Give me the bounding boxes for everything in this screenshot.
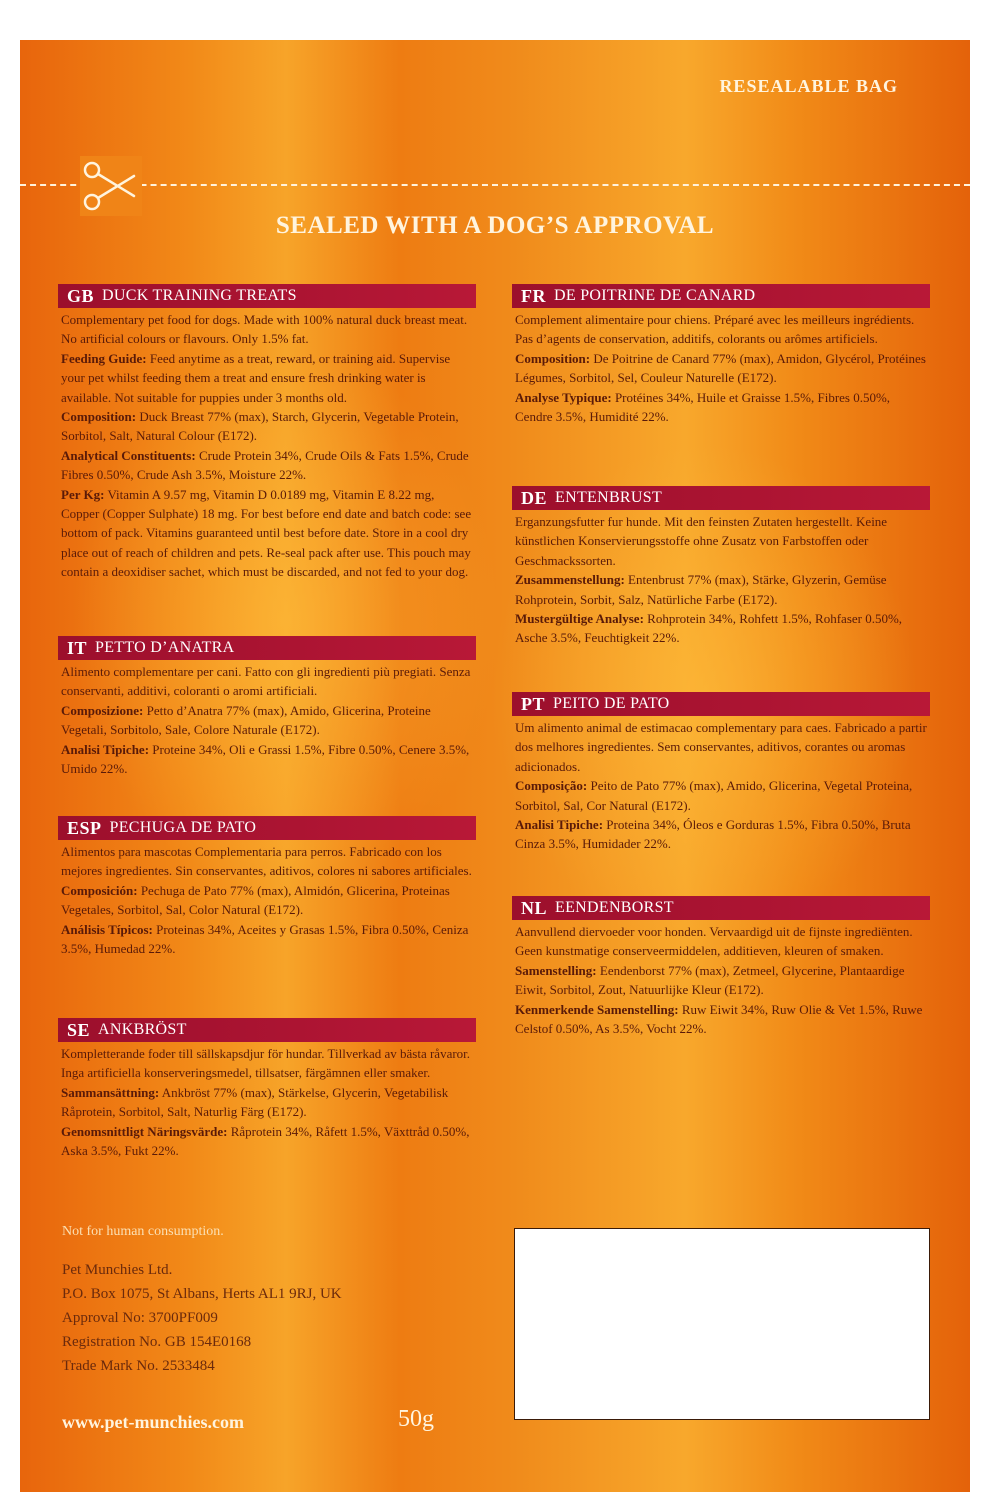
analysis-text: Proteinas 34%, Aceites y Grasas 1.5%, Fibra 0.50%, Ceniza 3.5%, Humedad 22%. xyxy=(61,921,469,957)
analysis-text: Råprotein 34%, Råfett 1.5%, Växttråd 0.50%, Aska 3.5%, Fukt 22%. xyxy=(61,1123,470,1159)
analysis xyxy=(61,740,474,779)
analysis xyxy=(515,1000,928,1039)
composition xyxy=(61,1083,474,1122)
analytical-label: Analytical Constituents: xyxy=(61,447,196,463)
section-body xyxy=(58,840,476,958)
section-header xyxy=(58,816,476,840)
composition xyxy=(61,881,474,920)
section-title: ANKBRÖST xyxy=(98,1021,187,1038)
approval-number: Approval No: 3700PF009 xyxy=(62,1310,218,1326)
section-title: PEITO DE PATO xyxy=(553,695,670,712)
section-esp xyxy=(58,816,476,958)
composition-label: Composição: xyxy=(515,778,588,794)
analysis-text: Ruw Eiwit 34%, Ruw Olie & Vet 1.5%, Ruwe Celstof 0.50%, As 3.5%, Vocht 22%. xyxy=(515,1001,923,1037)
analysis xyxy=(515,609,928,648)
section-header xyxy=(58,284,476,308)
per-kg xyxy=(61,485,474,582)
language-code: ESP xyxy=(67,818,102,838)
language-code: GB xyxy=(67,286,95,306)
language-code: DE xyxy=(521,488,548,508)
feeding-guide xyxy=(61,349,474,407)
resealable-label: RESEALABLE BAG xyxy=(719,76,898,96)
analysis-text: Rohprotein 34%, Rohfett 1.5%, Rohfaser 0.50%, Asche 3.5%, Feuchtigkeit 22%. xyxy=(515,611,903,646)
composition-text: Ankbröst 77% (max), Stärkelse, Glycerin, Vegetabilisk Råprotein, Sorbitol, Salt, Naturlig Färg (E172). xyxy=(61,1084,449,1120)
analysis-label: Analyse Typique: xyxy=(515,389,612,405)
intro-text: Kompletterande foder till sällskapsdjur för hundar. Tillverkad av bästa råvaror. Inga artificiella konserveringsmedel, tillsatser, färgämnen eller smaker. xyxy=(61,1046,471,1081)
batch-code-box xyxy=(514,1228,930,1420)
language-code: PT xyxy=(521,694,546,714)
analysis-label: Kenmerkende Samenstelling: xyxy=(515,1001,679,1017)
section-nl xyxy=(512,896,930,1038)
not-for-human-consumption: Not for human consumption. xyxy=(62,1224,224,1239)
section-title: EENDENBORST xyxy=(555,899,674,916)
section-title: PECHUGA DE PATO xyxy=(109,819,257,836)
intro-text: Erganzungsfutter fur hunde. Mit den feinsten Zutaten hergestellt. Keine künstlichen Konservierungsstoffe ohne Zusatz von Farbstoffen oder Geschmackssorten. xyxy=(515,514,888,568)
composition-text: Petto d’Anatra 77% (max), Amido, Glicerina, Proteine Vegetali, Sorbitolo, Sale, Colore Naturale (E172). xyxy=(61,702,431,738)
section-body xyxy=(512,716,930,854)
section-body xyxy=(512,510,930,648)
section-body xyxy=(58,308,476,582)
composition-label: Composition: xyxy=(515,350,591,366)
tagline: SEALED WITH A DOG’S APPROVAL xyxy=(275,212,715,239)
analysis-label: Analisi Tipiche: xyxy=(61,741,150,757)
composition-text: Peito de Pato 77% (max), Amido, Glicerina, Vegetal Proteina, Sorbitol, Sal, Cor Natural (E172). xyxy=(515,778,913,813)
section-header xyxy=(512,486,930,510)
composition-label: Composizione: xyxy=(61,702,144,718)
composition-text: Eendenborst 77% (max), Zetmeel, Glycerine, Plantaardige Eiwit, Sorbitol, Zout, Natuurlijke Kleur (E172). xyxy=(515,962,905,998)
perkg-label: Per Kg: xyxy=(61,486,105,502)
language-code: NL xyxy=(521,898,548,918)
composition-label: Zusammenstellung: xyxy=(515,572,625,588)
composition xyxy=(515,961,928,1000)
analytical-constituents xyxy=(61,446,474,485)
analysis-label: Analisi Tipiche: xyxy=(515,817,604,833)
section-header xyxy=(512,284,930,308)
scissors-icon xyxy=(80,156,142,216)
analysis-label: Análisis Típicos: xyxy=(61,921,153,937)
section-header xyxy=(512,692,930,716)
analytical-text: Crude Protein 34%, Crude Oils & Fats 1.5%, Crude Fibres 0.50%, Crude Ash 3.5%, Moisture 22%. xyxy=(61,447,469,483)
registration-number: Registration No. GB 154E0168 xyxy=(62,1334,252,1350)
net-weight: 50g xyxy=(398,1406,434,1432)
analysis-label: Mustergültige Analyse: xyxy=(515,611,644,627)
feeding-text: Feed anytime as a treat, reward, or training aid. Supervise your pet whilst feeding them a treat and ensure fresh drinking water is available. Not suitable for puppies under 3 months old. xyxy=(61,350,451,405)
composition-text: Pechuga de Pato 77% (max), Almidón, Glicerina, Proteinas Vegetales, Sorbitol, Sal, Color Natural (E172). xyxy=(61,882,450,918)
intro-text: Alimentos para mascotas Complementaria para perros. Fabricado con los mejores ingredientes. Sin conservantes, aditivos, colores ni sabores artificiales. xyxy=(61,844,472,879)
composition-text: Entenbrust 77% (max), Stärke, Glyzerin, Gemüse Rohprotein, Sorbit, Salz, Natürliche Farbe (E172). xyxy=(515,572,887,607)
analysis-text: Proteina 34%, Óleos e Gorduras 1.5%, Fibra 0.50%, Bruta Cinza 3.5%, Humidader 22%. xyxy=(515,817,911,852)
section-title: DE POITRINE DE CANARD xyxy=(554,287,756,304)
analysis xyxy=(515,388,928,427)
website: www.pet-munchies.com xyxy=(62,1412,244,1432)
section-body xyxy=(512,308,930,426)
analysis-text: Proteine 34%, Oli e Grassi 1.5%, Fibre 0.50%, Cenere 3.5%, Umido 22%. xyxy=(61,741,470,777)
analysis-text: Protéines 34%, Huile et Graisse 1.5%, Fibres 0.50%, Cendre 3.5%, Humidité 22%. xyxy=(515,389,891,425)
section-de xyxy=(512,486,930,648)
analysis xyxy=(61,1122,474,1161)
intro-text: Complement alimentaire pour chiens. Préparé avec les meilleurs ingrédients. Pas d’agents de conservation, additifs, colorants ou arômes artificiels. xyxy=(515,312,915,347)
section-header xyxy=(512,896,930,920)
company-address: P.O. Box 1075, St Albans, Herts AL1 9RJ, UK xyxy=(62,1286,342,1302)
section-title: PETTO D’ANATRA xyxy=(95,639,235,656)
section-header xyxy=(58,636,476,660)
composition-label: Composición: xyxy=(61,882,138,898)
composition xyxy=(515,349,928,388)
section-body xyxy=(58,1042,476,1160)
section-se xyxy=(58,1018,476,1160)
analysis-label: Genomsnittligt Näringsvärde: xyxy=(61,1123,228,1139)
section-body xyxy=(512,920,930,1038)
section-title: DUCK TRAINING TREATS xyxy=(102,287,297,304)
intro-text: Alimento complementare per cani. Fatto con gli ingredienti più pregiati. Senza conservanti, additivi, coloranti o aromi artificiali. xyxy=(61,664,471,699)
intro-text: Um alimento animal de estimacao complementary para caes. Fabricado a partir dos melhores ingredientes. Sem conservantes, aditivos, corantes ou aromas adicionados. xyxy=(515,720,927,774)
section-fr xyxy=(512,284,930,426)
section-it xyxy=(58,636,476,778)
language-code: FR xyxy=(521,286,546,306)
feeding-label: Feeding Guide: xyxy=(61,350,147,366)
intro-text: Complementary pet food for dogs. Made with 100% natural duck breast meat. No artificial colours or flavours. Only 1.5% fat. xyxy=(61,312,468,347)
composition-label: Composition: xyxy=(61,409,137,425)
composition xyxy=(61,701,474,740)
trademark-number: Trade Mark No. 2533484 xyxy=(62,1358,215,1374)
analysis xyxy=(515,815,928,854)
composition xyxy=(515,776,928,815)
composition-label: Sammansättning: xyxy=(61,1084,160,1100)
tear-line xyxy=(20,184,970,186)
section-header xyxy=(58,1018,476,1042)
section-pt xyxy=(512,692,930,854)
composition-label: Samenstelling: xyxy=(515,962,597,978)
intro-text: Aanvullend diervoeder voor honden. Vervaardigd uit de fijnste ingrediënten. Geen kunstmatige conserveermiddelen, additieven, kleuren of smaken. xyxy=(515,924,913,959)
company-name: Pet Munchies Ltd. xyxy=(62,1262,173,1278)
perkg-text: Vitamin A 9.57 mg, Vitamin D 0.0189 mg, Vitamin E 8.22 mg, Copper (Copper Sulphate) 18 mg. For best before end date and batch code: see bottom of pack. Vitamins guaranteed until best before date. Store in a cool dry place out of reach of children and pets. Re-seal pack after use. This pouch may contain a deoxidiser sachet, which must be discarded, and not fed to your dog. xyxy=(61,486,472,580)
section-title: ENTENBRUST xyxy=(555,489,663,506)
composition xyxy=(61,407,474,446)
composition xyxy=(515,570,928,609)
analysis xyxy=(61,920,474,959)
pouch-back xyxy=(20,40,970,1492)
section-gb xyxy=(58,284,476,582)
composition-text: De Poitrine de Canard 77% (max), Amidon, Glycérol, Protéines Légumes, Sorbitol, Sel, Couleur Naturelle (E172). xyxy=(515,350,926,386)
composition-text: Duck Breast 77% (max), Starch, Glycerin, Vegetable Protein, Sorbitol, Salt, Natural Colour (E172). xyxy=(61,409,459,444)
language-code: IT xyxy=(67,638,88,658)
language-code: SE xyxy=(67,1020,91,1040)
section-body xyxy=(58,660,476,778)
